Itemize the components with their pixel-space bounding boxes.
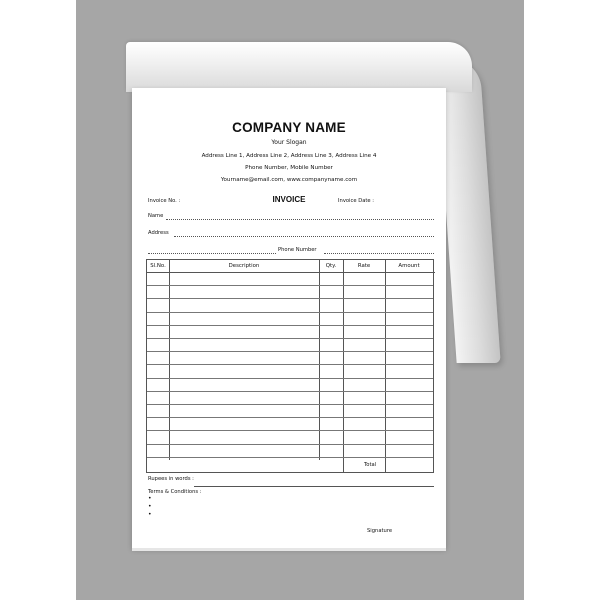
table-row-line	[147, 312, 433, 313]
table-row-line	[147, 391, 433, 392]
phone-field-line[interactable]	[324, 253, 434, 254]
column-divider	[343, 260, 344, 472]
table-row-line	[147, 457, 433, 458]
table-row-line	[147, 378, 433, 379]
company-email-web: Yourname@email.com, www.companyname.com	[220, 177, 358, 183]
total-label: Total	[364, 462, 377, 468]
table-row-line	[147, 417, 433, 418]
column-divider	[385, 260, 386, 472]
invoice-number-label: Invoice No. :	[148, 198, 181, 204]
header-qty: Qty.	[325, 263, 337, 269]
company-slogan: Your Slogan	[271, 139, 307, 146]
table-row-line	[147, 364, 433, 365]
phone-number-label: Phone Number	[278, 247, 317, 253]
header-description: Description	[228, 263, 260, 269]
terms-label: Terms & Conditions :	[148, 489, 202, 495]
address-line-2-dots[interactable]	[148, 253, 276, 254]
table-row-line	[147, 351, 433, 352]
company-name: COMPANY NAME	[232, 120, 346, 135]
address-label: Address	[148, 230, 169, 236]
signature-label: Signature	[367, 528, 393, 534]
table-row-line	[147, 298, 433, 299]
invoice-date-label: Invoice Date :	[338, 198, 374, 204]
invoice-items-table	[146, 259, 434, 473]
table-row-line	[147, 325, 433, 326]
table-row-line	[147, 338, 433, 339]
company-phone: Phone Number, Mobile Number	[245, 165, 333, 171]
terms-bullet: •	[148, 503, 152, 510]
terms-bullet: •	[148, 511, 152, 518]
terms-bullet: •	[148, 495, 152, 502]
header-rate: Rate	[357, 263, 371, 269]
table-header-row	[147, 260, 435, 273]
table-row-line	[147, 285, 433, 286]
pad-top-fold	[126, 42, 472, 92]
rupees-in-words-label: Rupees in words :	[148, 476, 194, 482]
rupees-field-line[interactable]	[194, 486, 434, 487]
header-amount: Amount	[398, 263, 420, 269]
table-row-line	[147, 404, 433, 405]
table-row-line	[147, 444, 433, 445]
name-label: Name	[148, 213, 164, 219]
invoice-sheet	[132, 88, 446, 548]
name-field-line[interactable]	[166, 219, 434, 220]
company-address: Address Line 1, Address Line 2, Address Line 3, Address Line 4	[201, 153, 377, 159]
invoice-title: INVOICE	[272, 195, 306, 204]
table-row-line	[147, 430, 433, 431]
address-field-line[interactable]	[174, 236, 434, 237]
pad-bottom-edge	[132, 548, 446, 551]
header-slno: Sl.No.	[150, 263, 166, 269]
